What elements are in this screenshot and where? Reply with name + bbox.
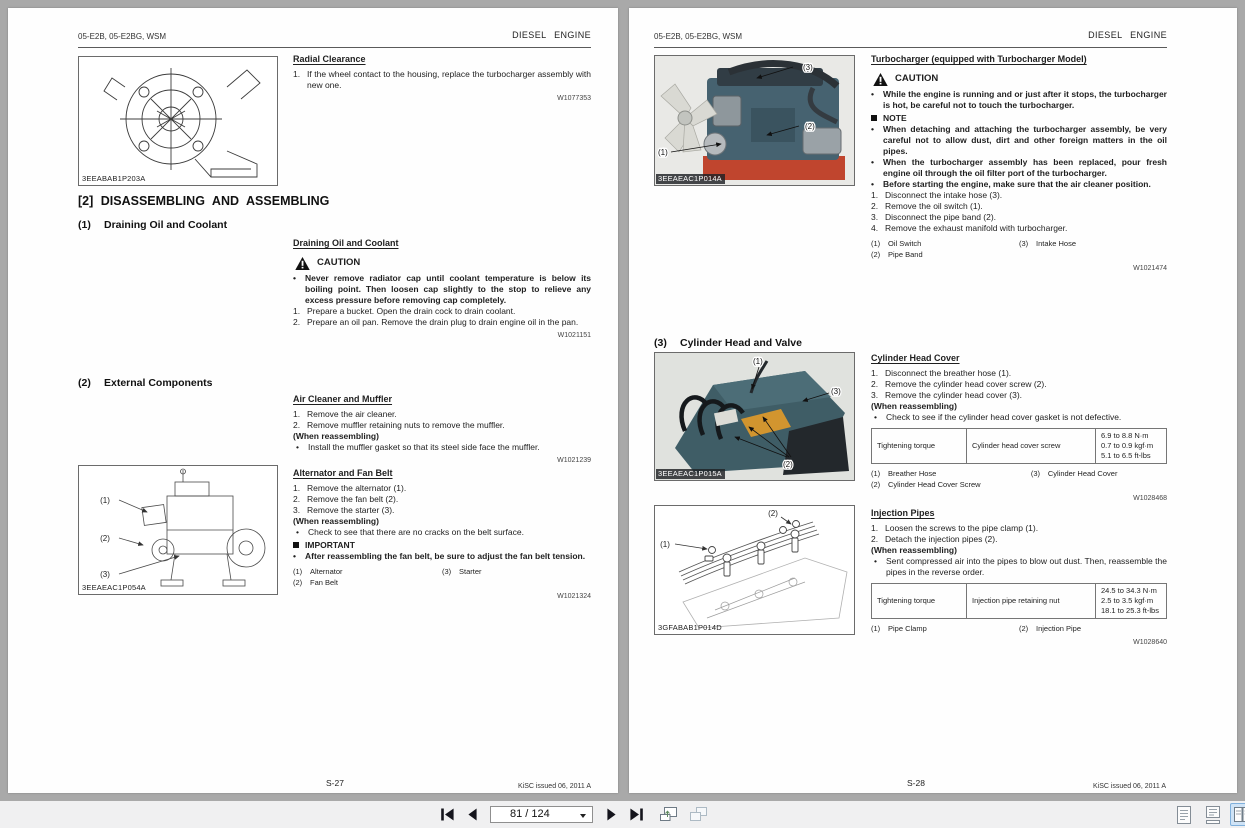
legend-text: Breather Hose xyxy=(888,469,937,479)
when-reassembling-label: (When reassembling) xyxy=(293,430,379,441)
callout-label: (3) xyxy=(803,63,813,72)
step-item xyxy=(293,420,591,431)
legend-row xyxy=(871,250,1019,261)
page-indicator-value: 81 / 124 xyxy=(510,808,550,820)
square-marker-icon xyxy=(871,115,877,121)
step-item xyxy=(871,534,1167,545)
step-item xyxy=(871,379,1167,390)
step-item xyxy=(871,201,1167,212)
figure-caption: 3EEABAB1P203A xyxy=(82,174,146,183)
callout-label: (3) xyxy=(831,387,841,396)
step-number: 1. xyxy=(293,305,301,316)
step-item xyxy=(871,223,1167,234)
step-item xyxy=(293,505,591,516)
legend-number: (2) xyxy=(871,480,881,490)
procedure-title: Injection Pipes xyxy=(871,508,935,518)
engine-photo-icon xyxy=(655,56,854,185)
figure-caption: 3EEAEAC1P054A xyxy=(82,583,146,592)
page-number: S-27 xyxy=(326,778,344,788)
torque-value: 18.1 to 25.3 ft-lbs xyxy=(1101,606,1159,616)
reference-code: W1028640 xyxy=(1133,639,1167,647)
previous-page-button[interactable] xyxy=(463,804,481,824)
legend-column xyxy=(442,567,591,589)
bullet-marker: • xyxy=(293,550,296,561)
subsection-number: (2) xyxy=(78,377,91,389)
callout-legend xyxy=(293,567,591,589)
step-text: Remove the oil switch (1). xyxy=(885,201,983,212)
note-bullet xyxy=(871,124,1167,157)
caution-bullet xyxy=(293,273,591,306)
legend-number: (3) xyxy=(1019,239,1029,249)
first-page-icon xyxy=(440,808,455,821)
header-rule xyxy=(654,47,1167,48)
step-text: Remove the alternator (1). xyxy=(307,482,407,493)
step-item xyxy=(871,390,1167,401)
step-text: Remove the cylinder head cover screw (2). xyxy=(885,378,1047,389)
procedure-title: Radial Clearance xyxy=(293,54,366,64)
callout-label: (2) xyxy=(805,122,815,131)
page-number-combobox[interactable] xyxy=(490,806,593,823)
caution-text: Never remove radiator cap until coolant temperature is below its boiling point. Then loosen cap slightly to the stop to relieve any excess pressure before removing cap completely. xyxy=(305,272,591,305)
step-number: 1. xyxy=(293,482,301,493)
legend-number: (2) xyxy=(871,250,881,260)
when-reassembling-label: (When reassembling) xyxy=(871,544,957,555)
single-page-view-button[interactable] xyxy=(1172,803,1196,826)
callout-label: (1) xyxy=(658,148,668,157)
legend-number: (3) xyxy=(442,567,452,577)
legend-row xyxy=(293,567,442,578)
legend-column xyxy=(871,469,1031,491)
combobox-caret-icon xyxy=(580,814,586,818)
step-item xyxy=(871,523,1167,534)
subsection-heading-1 xyxy=(78,219,227,231)
bullet-marker: • xyxy=(874,555,877,566)
legend-number: (2) xyxy=(293,577,303,587)
step-text: Disconnect the breather hose (1). xyxy=(885,367,1012,378)
legend-number: (3) xyxy=(1030,469,1040,479)
note-bullet xyxy=(871,412,1167,423)
step-item xyxy=(293,483,591,494)
next-page-button[interactable] xyxy=(602,804,620,824)
callout-legend xyxy=(871,469,1167,491)
torque-label-cell: Tightening torque xyxy=(872,428,967,463)
caution-header xyxy=(295,257,591,270)
subsection-title: External Components xyxy=(104,377,213,389)
legend-text: Pipe Clamp xyxy=(888,624,927,634)
note-bullet xyxy=(293,442,591,453)
step-text: Remove the cylinder head cover (3). xyxy=(885,389,1023,400)
subsection-number: (1) xyxy=(78,219,91,231)
document-page-left xyxy=(8,8,618,793)
callout-legend xyxy=(871,239,1167,261)
subsection-heading-2 xyxy=(78,377,213,389)
callout-label: (1) xyxy=(660,540,670,549)
reference-code: W1021324 xyxy=(557,592,591,600)
note-bullet xyxy=(871,157,1167,179)
section-draining xyxy=(293,238,591,340)
section-cylinder-head-cover xyxy=(871,353,1167,503)
step-number: 2. xyxy=(871,201,879,212)
important-text: After reassembling the fan belt, be sure to adjust the fan belt tension. xyxy=(305,550,586,561)
step-text: Disconnect the pipe band (2). xyxy=(885,212,997,223)
important-bullet xyxy=(293,551,591,562)
step-number: 3. xyxy=(871,212,879,223)
when-reassembling-label: (When reassembling) xyxy=(293,515,379,526)
last-page-icon xyxy=(629,808,644,821)
legend-column xyxy=(1019,624,1167,635)
note-text: Check to see if the cylinder head cover gasket is not defective. xyxy=(886,411,1122,422)
legend-number: (2) xyxy=(1019,624,1029,634)
reference-code: W1021474 xyxy=(1133,265,1167,273)
note-text: When the turbocharger assembly has been replaced, pour fresh engine oil through the oil filter port of the turbocharger. xyxy=(883,156,1167,179)
figure-caption: 3EEAEAC1P014A xyxy=(656,174,725,184)
section-alternator xyxy=(293,468,591,601)
chapter-heading: [2] DISASSEMBLING AND ASSEMBLING xyxy=(78,194,330,208)
reference-code: W1028468 xyxy=(1133,495,1167,503)
torque-values-cell xyxy=(1096,583,1167,618)
note-text: Sent compressed air into the pipes to blow out dust. Then, reassemble the pipes in the reverse order. xyxy=(886,555,1167,577)
legend-row xyxy=(293,578,442,589)
step-item xyxy=(293,317,591,328)
continuous-view-icon xyxy=(1206,806,1220,824)
legend-text: Pipe Band xyxy=(888,250,923,260)
legend-column xyxy=(871,624,1019,635)
torque-values-cell xyxy=(1096,428,1167,463)
reference-code: W1021151 xyxy=(557,331,591,339)
step-text: Detach the injection pipes (2). xyxy=(885,533,998,544)
detach-page-button[interactable] xyxy=(656,804,680,824)
step-number: 3. xyxy=(871,389,879,400)
procedure-title: Alternator and Fan Belt xyxy=(293,468,393,478)
subsection-heading-3 xyxy=(654,337,802,349)
page-header-model: 05-E2B, 05-E2BG, WSM xyxy=(654,32,743,41)
next-page-icon xyxy=(606,808,617,821)
legend-text: Intake Hose xyxy=(1036,239,1077,249)
step-number: 2. xyxy=(871,378,879,389)
torque-value: 2.5 to 3.5 kgf·m xyxy=(1101,596,1154,606)
note-bullet xyxy=(871,556,1167,578)
legend-text: Alternator xyxy=(310,567,343,577)
note-text: Install the muffler gasket so that its steel side face the muffler. xyxy=(308,441,540,452)
step-number: 1. xyxy=(871,190,879,201)
turbocharger-drawing-icon xyxy=(79,57,277,185)
legend-column xyxy=(871,239,1019,261)
torque-value: 0.7 to 0.9 kgf·m xyxy=(1101,441,1154,451)
step-item xyxy=(293,409,591,420)
legend-row xyxy=(442,567,591,578)
important-header xyxy=(293,540,591,551)
legend-text: Cylinder Head Cover xyxy=(1047,469,1118,479)
section-radial-clearance xyxy=(293,54,591,103)
torque-label-cell: Tightening torque xyxy=(872,583,967,618)
legend-row xyxy=(1019,624,1167,635)
step-number: 2. xyxy=(293,493,301,504)
first-page-button[interactable] xyxy=(437,804,457,824)
continuous-view-button[interactable] xyxy=(1201,803,1225,826)
step-text: Remove the air cleaner. xyxy=(307,408,397,419)
section-injection-pipes xyxy=(871,508,1167,647)
torque-table xyxy=(871,583,1167,619)
legend-number: (1) xyxy=(871,624,881,634)
step-number: 1. xyxy=(871,522,879,533)
page-header-title: DIESEL ENGINE xyxy=(512,30,591,40)
page-header-model: 05-E2B, 05-E2BG, WSM xyxy=(78,32,167,41)
callout-label: (3) xyxy=(100,570,110,579)
legend-row xyxy=(871,480,1031,491)
caution-label: CAUTION xyxy=(895,73,939,85)
legend-column xyxy=(1019,239,1167,261)
detach-page-icon xyxy=(659,806,678,822)
note-text: Check to see that there are no cracks on the belt surface. xyxy=(308,526,524,537)
note-label: NOTE xyxy=(883,112,907,123)
bullet-marker: • xyxy=(874,411,877,422)
bullet-marker: • xyxy=(871,179,874,190)
issue-note: KiSC issued 06, 2011 A xyxy=(517,783,591,790)
step-text: Remove the exhaust manifold with turbocharger. xyxy=(885,223,1068,234)
step-item xyxy=(871,190,1167,201)
legend-text: Oil Switch xyxy=(888,239,922,249)
reference-code: W1077353 xyxy=(557,94,591,102)
cylinder-head-photo-icon xyxy=(655,353,854,480)
step-number: 1. xyxy=(871,367,879,378)
callout-legend xyxy=(871,624,1167,635)
figure-caption: 3GFABAB1P014D xyxy=(658,623,722,632)
legend-column xyxy=(293,567,442,589)
subsection-title: Cylinder Head and Valve xyxy=(680,337,802,349)
facing-pages-view-button[interactable] xyxy=(1230,803,1245,826)
last-page-button[interactable] xyxy=(626,804,646,824)
injection-pipes-drawing-icon xyxy=(655,506,854,634)
legend-number: (1) xyxy=(871,469,881,479)
bullet-marker: • xyxy=(871,88,874,99)
figure-cylinder-head-photo xyxy=(654,352,855,481)
step-text: Remove the starter (3). xyxy=(307,504,395,515)
view-mode-group xyxy=(1172,803,1245,826)
note-header xyxy=(871,113,1167,124)
table-row xyxy=(872,583,1167,618)
step-text: Remove muffler retaining nuts to remove the muffler. xyxy=(307,419,505,430)
bullet-marker: • xyxy=(871,156,874,167)
step-text: Prepare a bucket. Open the drain cock to drain coolant. xyxy=(307,305,516,316)
torque-value: 5.1 to 6.5 ft-lbs xyxy=(1101,451,1151,461)
torque-table xyxy=(871,428,1167,464)
step-text: Loosen the screws to the pipe clamp (1). xyxy=(885,522,1039,533)
step-text: Disconnect the intake hose (3). xyxy=(885,190,1003,201)
step-text: Prepare an oil pan. Remove the drain plug to drain engine oil in the pan. xyxy=(307,316,579,327)
important-label: IMPORTANT xyxy=(305,539,355,550)
step-item xyxy=(871,368,1167,379)
caution-text: While the engine is running and or just after it stops, the turbocharger is hot, be careful not to touch the turbocharger. xyxy=(883,88,1167,110)
figure-injection-pipes-drawing xyxy=(654,505,855,635)
torque-value: 24.5 to 34.3 N·m xyxy=(1101,585,1157,595)
callout-label: (2) xyxy=(783,460,793,469)
duplicate-window-icon xyxy=(689,806,708,822)
figure-engine-photo xyxy=(654,55,855,186)
step-number: 3. xyxy=(293,504,301,515)
subsection-title: Draining Oil and Coolant xyxy=(104,219,228,231)
engine-drawing-icon xyxy=(79,466,277,594)
step-text: If the wheel contact to the housing, replace the turbocharger assembly with new one. xyxy=(307,68,591,90)
step-number: 4. xyxy=(871,223,879,234)
torque-part-cell: Cylinder head cover screw xyxy=(967,428,1096,463)
table-row xyxy=(872,428,1167,463)
section-turbocharger xyxy=(871,54,1167,273)
bullet-marker: • xyxy=(296,441,299,452)
page-navigation-group xyxy=(437,804,710,824)
torque-part-cell: Injection pipe retaining nut xyxy=(967,583,1096,618)
caution-header xyxy=(873,73,1167,86)
caution-icon xyxy=(295,257,310,270)
legend-row xyxy=(871,239,1019,250)
callout-label: (2) xyxy=(100,534,110,543)
bullet-marker: • xyxy=(296,526,299,537)
figure-engine-drawing xyxy=(78,465,278,595)
caution-icon xyxy=(873,73,888,86)
callout-label: (2) xyxy=(768,509,778,518)
note-text: When detaching and attaching the turbocharger assembly, be very careful not to allow dust, dirt and other foreign matters in the oil pipes. xyxy=(883,123,1167,156)
legend-number: (1) xyxy=(871,239,881,249)
single-page-view-icon xyxy=(1177,806,1191,824)
note-bullet xyxy=(293,527,591,538)
page-number: S-28 xyxy=(907,778,925,788)
legend-text: Injection Pipe xyxy=(1036,624,1082,634)
when-reassembling-label: (When reassembling) xyxy=(871,400,957,411)
section-air-cleaner xyxy=(293,394,591,465)
procedure-title: Turbocharger (equipped with Turbocharger Model) xyxy=(871,54,1087,64)
subsection-number: (3) xyxy=(654,337,667,349)
figure-turbocharger-drawing xyxy=(78,56,278,186)
step-item xyxy=(293,69,591,91)
previous-page-icon xyxy=(467,808,478,821)
procedure-title: Draining Oil and Coolant xyxy=(293,238,399,248)
callout-label: (1) xyxy=(100,496,110,505)
procedure-title: Cylinder Head Cover xyxy=(871,353,960,363)
step-number: 2. xyxy=(293,419,301,430)
square-marker-icon xyxy=(293,542,299,548)
legend-row xyxy=(871,469,1031,480)
torque-value: 6.9 to 8.8 N·m xyxy=(1101,430,1149,440)
figure-caption: 3EEAEAC1P015A xyxy=(656,469,725,479)
legend-text: Fan Belt xyxy=(310,577,338,587)
page-header-title: DIESEL ENGINE xyxy=(1088,30,1167,40)
legend-number: (1) xyxy=(293,567,303,577)
step-item xyxy=(871,212,1167,223)
step-number: 2. xyxy=(871,533,879,544)
callout-label: (1) xyxy=(753,357,763,366)
bullet-marker: • xyxy=(871,123,874,134)
legend-row xyxy=(1031,469,1167,480)
legend-text: Starter xyxy=(459,567,482,577)
step-number: 1. xyxy=(293,68,301,79)
viewer-toolbar xyxy=(0,801,1245,828)
facing-pages-view-icon xyxy=(1234,807,1245,822)
procedure-title: Air Cleaner and Muffler xyxy=(293,394,393,404)
issue-note: KiSC issued 06, 2011 A xyxy=(1092,783,1166,790)
legend-text: Cylinder Head Cover Screw xyxy=(888,480,981,490)
step-number: 1. xyxy=(293,408,301,419)
caution-bullet xyxy=(871,89,1167,111)
step-number: 2. xyxy=(293,316,301,327)
legend-column xyxy=(1031,469,1167,491)
caution-label: CAUTION xyxy=(317,257,361,269)
note-bullet xyxy=(871,179,1167,190)
legend-row xyxy=(871,624,1019,635)
note-text: Before starting the engine, make sure that the air cleaner position. xyxy=(883,179,1151,190)
bullet-marker: • xyxy=(293,272,296,283)
step-text: Remove the fan belt (2). xyxy=(307,493,399,504)
step-item xyxy=(293,494,591,505)
reference-code: W1021239 xyxy=(557,456,591,464)
header-rule xyxy=(78,47,591,48)
document-page-right xyxy=(629,8,1237,793)
legend-row xyxy=(1019,239,1167,250)
step-item xyxy=(293,306,591,317)
duplicate-window-button[interactable] xyxy=(686,804,710,824)
